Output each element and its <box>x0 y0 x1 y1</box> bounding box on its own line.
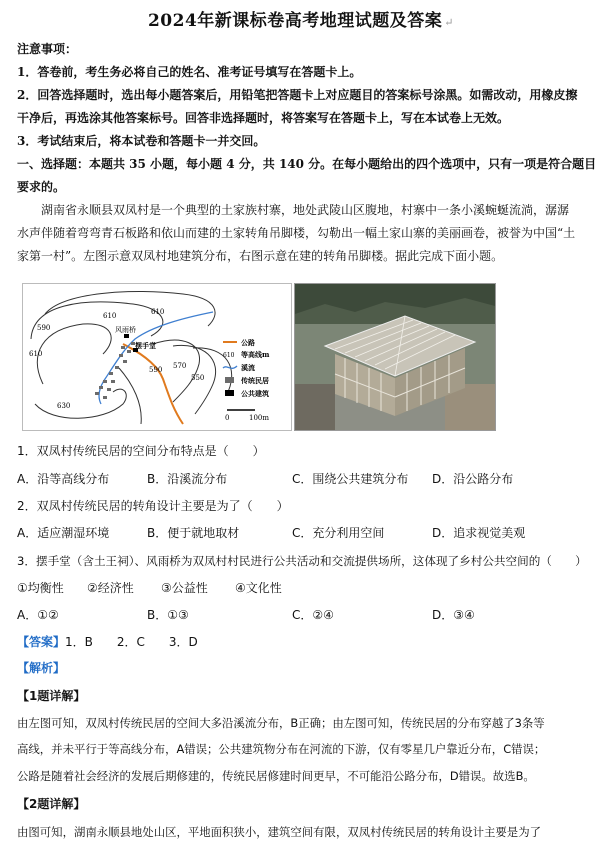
contour-label: 590 <box>37 324 51 332</box>
q1-option-c[interactable]: C．围绕公共建筑分布 <box>292 472 409 486</box>
question-1-stem: 1．双凤村传统民居的空间分布特点是（ ） <box>17 444 265 458</box>
answer-text: 1．B 2．C 3．D <box>65 635 198 649</box>
public-building-1 <box>124 334 129 338</box>
q1-option-a[interactable]: A．沿等高线分布 <box>17 472 110 486</box>
question-1-options <box>17 470 587 489</box>
place-label-bridge: 风雨桥 <box>115 326 136 334</box>
passage-line-1: 湖南省永顺县双凤村是一个典型的土家族村寨，地处武陵山区腹地，村寨中一条小溪蜿蜒流淌，潺潺 <box>41 203 570 217</box>
note-2-line-1: 2．回答选择题时，选出每小题答案后，用铅笔把答题卡上对应题目的答案标号涂黑。如需改动，用橡皮擦 <box>17 88 578 102</box>
page-title <box>0 6 602 31</box>
contour-line <box>45 291 215 326</box>
title-text: 2024年新课标卷高考地理试题及答案 <box>147 11 443 31</box>
legend-public-swatch <box>225 390 234 396</box>
q3-option-d[interactable]: D．③④ <box>432 608 475 622</box>
legend-contour-value: 610 <box>223 352 235 359</box>
contour-line <box>35 389 126 418</box>
note-3: 3．考试结束后，将本试卷和答题卡一并交回。 <box>17 134 266 148</box>
place-label-hall: 摆手堂 <box>135 341 156 350</box>
road-line <box>123 344 183 424</box>
notes-heading: 注意事项： <box>17 42 78 56</box>
village-map <box>23 284 291 430</box>
analysis-label: 【解析】 <box>17 661 66 675</box>
legend-house-swatch <box>225 377 234 383</box>
scale-end: 100m <box>249 414 269 422</box>
q3-item-2: ②经济性 <box>87 581 134 595</box>
q3-item-4: ④文化性 <box>235 581 282 595</box>
contour-label: 610 <box>29 350 43 358</box>
q2-option-b[interactable]: B．便于就地取材 <box>147 526 240 540</box>
contour-label: 630 <box>57 402 71 410</box>
contour-label: 610 <box>103 312 117 320</box>
answer-line <box>17 633 587 652</box>
contour-label: 550 <box>191 374 205 382</box>
return-mark: ↵ <box>444 16 455 29</box>
legend-house-label: 传统民居 <box>241 376 269 385</box>
q2-option-c[interactable]: C．充分利用空间 <box>292 526 385 540</box>
q2-option-a[interactable]: A．适应潮湿环境 <box>17 526 110 540</box>
q3-item-1: ①均衡性 <box>17 581 64 595</box>
contour-label: 590 <box>149 366 163 374</box>
note-2-line-2: 干净后，再选涂其他答案标号。回答非选择题时，将答案写在答题卡上，写在本试卷上无效。 <box>17 111 510 125</box>
note-1: 1．答卷前，考生务必将自己的姓名、准考证号填写在答题卡上。 <box>17 65 362 79</box>
legend-public-label: 公共建筑 <box>241 389 269 398</box>
question-3-stem: 3．摆手堂（含土王祠）、风雨桥为双凤村村民进行公共活动和交流提供场所，这体现了乡村公共空间的（ ） <box>17 554 587 568</box>
scale-zero: 0 <box>225 414 230 422</box>
detail-1-line-1: 由左图可知，双凤村传统民居的空间大多沿溪流分布，B正确；由左图可知，传统民居的分布穿越了3条等 <box>17 716 545 730</box>
detail-2-label: 【2题详解】 <box>17 797 86 811</box>
legend-stream-label: 溪流 <box>241 363 255 372</box>
stilt-house-illustration <box>295 284 495 430</box>
legend-contour-label: 等高线m <box>241 350 270 359</box>
stilt-house-photo <box>294 283 496 431</box>
village-map-figure <box>22 283 292 431</box>
passage-line-3: 家第一村”。左图示意双凤村地建筑分布，右图示意在建的转角吊脚楼。据此完成下面小题。 <box>17 249 504 263</box>
detail-1-label: 【1题详解】 <box>17 689 86 703</box>
question-3-options <box>17 606 587 625</box>
q3-option-a[interactable]: A．①② <box>17 608 59 622</box>
detail-1-line-3: 公路是随着社会经济的发展后期修建的，传统民居修建时间更早，不可能沿公路分布，D错误。故选B。 <box>17 769 535 783</box>
q2-option-d[interactable]: D．追求视觉美观 <box>432 526 526 540</box>
contour-line <box>37 324 111 384</box>
contour-label: 570 <box>173 362 187 370</box>
q1-option-d[interactable]: D．沿公路分布 <box>432 472 514 486</box>
detail-1-line-2: 高线，并未平行于等高线分布，A错误；公共建筑物分布在河流的下游，仅有零星几户靠近分布，C错误； <box>17 742 546 756</box>
answer-label: 【答案】 <box>17 635 66 649</box>
question-2-stem: 2．双凤村传统民居的转角设计主要是为了（ ） <box>17 499 289 513</box>
section-heading-line-2: 要求的。 <box>17 180 66 194</box>
q1-option-b[interactable]: B．沿溪流分布 <box>147 472 228 486</box>
contour-label: 610 <box>151 308 165 316</box>
q3-option-b[interactable]: B．①③ <box>147 608 189 622</box>
section-heading-line-1: 一、选择题：本题共 35 小题，每小题 4 分，共 140 分。在每小题给出的四个选项中，只有一项是符合题目 <box>17 157 597 171</box>
question-2-options <box>17 524 587 543</box>
legend-road-label: 公路 <box>241 338 255 347</box>
passage-line-2: 水声伴随着弯弯青石板路和依山而建的土家转角吊脚楼，勾勒出一幅土家山寨的美丽画卷，被誉为中国“土 <box>17 226 576 240</box>
q3-option-c[interactable]: C．②④ <box>292 608 334 622</box>
question-3-items <box>17 579 587 598</box>
q3-item-3: ③公益性 <box>161 581 208 595</box>
contour-line <box>119 368 141 424</box>
detail-2-line-1: 由图可知，湖南永顺县地处山区，平地面积狭小，建筑空间有限，双凤村传统民居的转角设计主要是为了 <box>17 825 541 839</box>
